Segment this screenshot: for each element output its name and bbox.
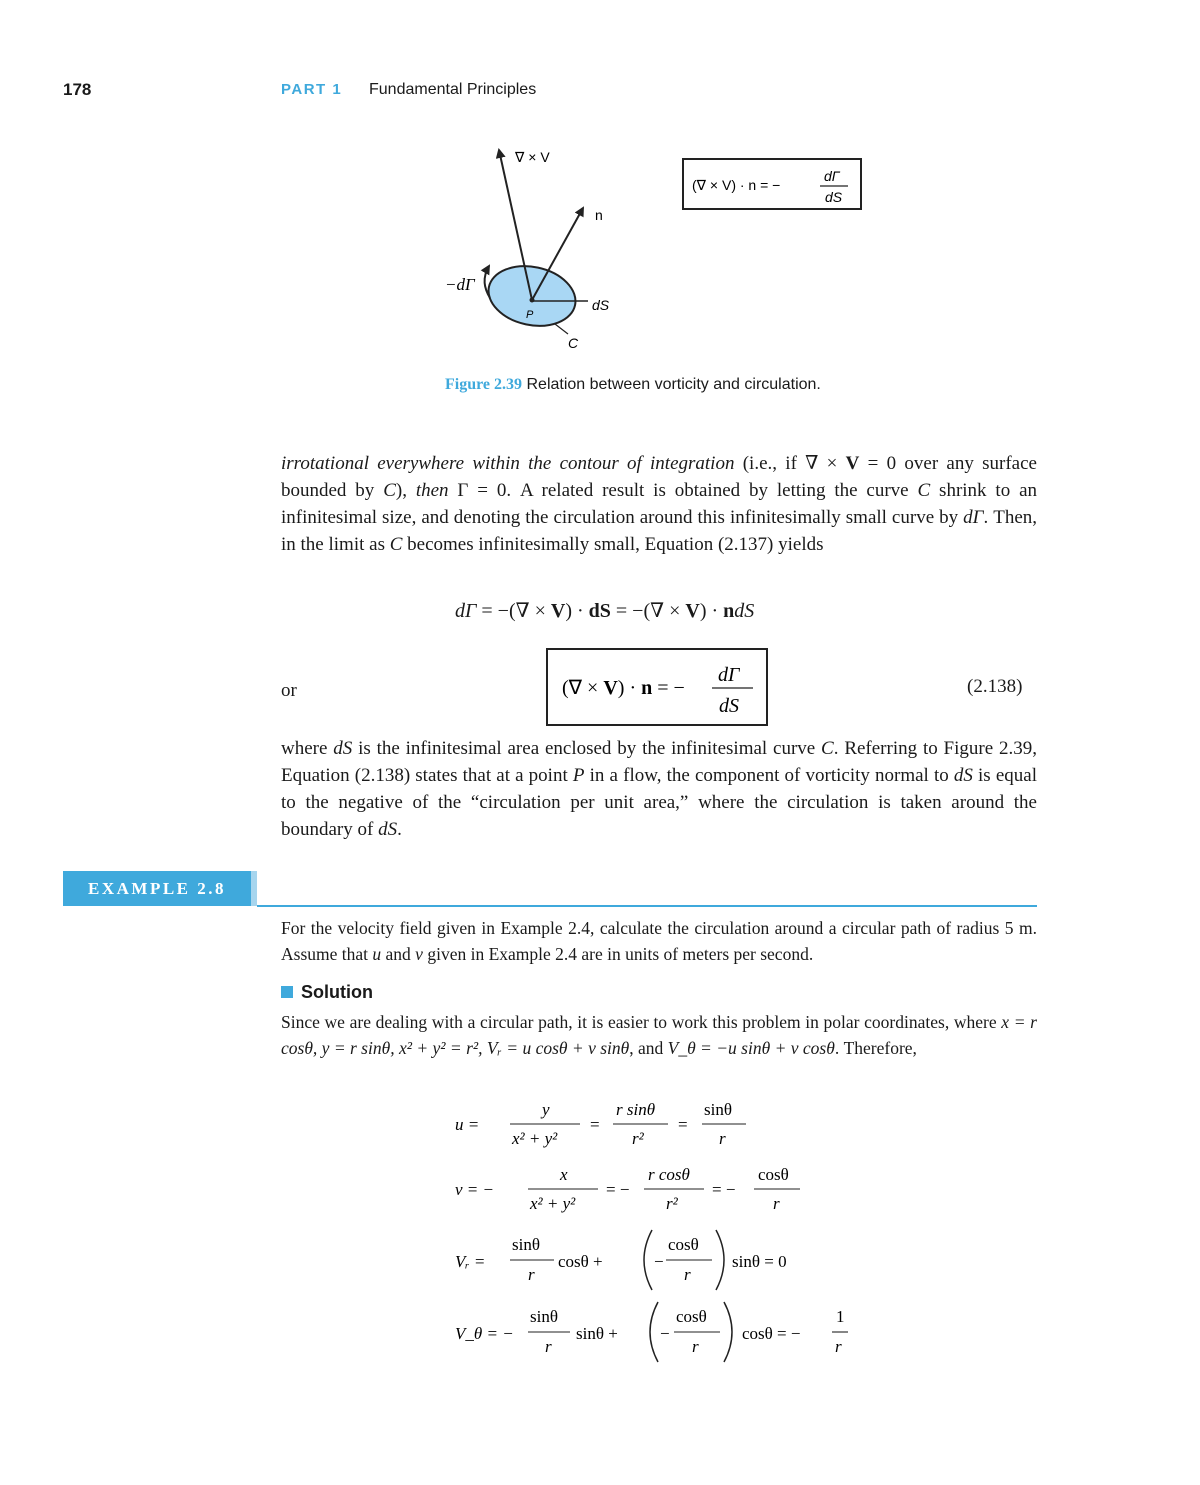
ex-u: u [372, 944, 382, 964]
eq-u-f3-num: sinθ [704, 1100, 732, 1119]
ex-t2: and [381, 944, 416, 964]
eq-u-f2-den: r² [632, 1129, 644, 1148]
eq-u-eq2: = [678, 1115, 688, 1134]
sol-t3: . Therefore, [834, 1038, 917, 1058]
eq2-mid: ) · [617, 677, 642, 699]
eq-u-f2-num: r sinθ [616, 1100, 656, 1119]
eq2-n: n [641, 677, 653, 699]
solution-intro-text [281, 1009, 1037, 1061]
solution-square-icon [281, 986, 293, 998]
eq1-mid1: = −(∇ × [476, 600, 551, 622]
boxed-equation-2-138 [546, 648, 768, 726]
eq-u-f3-den: r [719, 1129, 726, 1148]
p2-ds1: dS [333, 738, 353, 759]
solution-heading-text: Solution [301, 982, 373, 1002]
equation-number: (2.138) [967, 676, 1023, 697]
eq-u-f1-den: x² + y² [512, 1129, 558, 1148]
eq1-lhs: dΓ [455, 600, 477, 622]
eq-vt-close-paren [724, 1302, 732, 1362]
eq-vt-f2-num: cosθ [676, 1307, 707, 1326]
sol-m1: x = r cosθ, y = r sinθ, x² + y² = r², Vᵣ = u cosθ + v sinθ [281, 1012, 1037, 1058]
p1-italic-1: irrotational everywhere within the contour of integration [281, 453, 735, 474]
or-label: or [281, 680, 297, 701]
p2-t4: in a flow, the component of vorticity normal to [584, 765, 954, 786]
eq-v-f3-num: cosθ [758, 1165, 789, 1184]
ex-t3: given in Example 2.4 are in units of meters per second. [422, 944, 814, 964]
part-label: PART 1 [281, 81, 343, 98]
eq-vt-f1-num: sinθ [530, 1307, 558, 1326]
point-label: P [526, 309, 534, 321]
figure-boxed-equation [682, 158, 862, 210]
p1-c1: C [383, 480, 396, 501]
eq1-ds: dS [734, 600, 755, 622]
p1-text-5: shrink to an infinitesimal size, and denoting the circulation around this infinitesimally small curve by [281, 480, 1038, 528]
solution-heading [281, 982, 373, 1003]
eq-vr-open-paren [644, 1230, 652, 1290]
figure-box-numerator: dΓ [824, 168, 840, 184]
eq-u-eq1: = [590, 1115, 600, 1134]
eq-vr-t1: cosθ + [558, 1252, 603, 1271]
paragraph-circulation-per-area [281, 735, 1037, 843]
eq-vt-open-paren [650, 1302, 658, 1362]
eq-v-eq1: = − [606, 1180, 630, 1199]
eq-v-f2-num: r cosθ [648, 1165, 690, 1184]
p2-ds2: dS [953, 765, 973, 786]
eq-vt-t1: sinθ + [576, 1324, 618, 1343]
p1-c2: C [917, 480, 931, 501]
eq-vr-lhs: Vᵣ = [455, 1252, 486, 1271]
eq-vr-f2-den: r [684, 1265, 691, 1284]
eq-v-f1-den: x² + y² [530, 1194, 576, 1213]
p2-t6: . [397, 819, 402, 840]
paragraph-irrotational [281, 450, 1037, 558]
eq-vt-f3-num: 1 [836, 1307, 845, 1326]
eq2-v: V [603, 677, 618, 699]
figure-caption [445, 372, 825, 397]
p2-p: P [572, 765, 585, 786]
eq1-mid2: ) · [565, 600, 589, 622]
eq-vt-t2: cosθ = − [742, 1324, 801, 1343]
eq2-denominator: dS [719, 695, 739, 717]
point-p-dot [530, 298, 535, 303]
eq1-v1: V [550, 600, 566, 622]
figure-box-denominator: dS [825, 189, 843, 205]
normal-label: n [595, 207, 603, 223]
curl-v-label: ∇ × V [515, 149, 550, 165]
p1-c3: C [389, 534, 403, 555]
curve-leader-line [555, 324, 568, 334]
p1-text-7: becomes infinitesimally small, Equation (2.137) yields [402, 534, 824, 555]
equation-v [455, 1165, 800, 1213]
eq1-mid4: ) · [699, 600, 724, 622]
eq-vr-f1-num: sinθ [512, 1235, 540, 1254]
eq-vt-f1-den: r [545, 1337, 552, 1356]
ex-t1: For the velocity field given in Example 2.4, calculate the circulation around a circular path of radius 5 m. Assume that [281, 918, 1037, 964]
eq1-n: n [723, 600, 735, 622]
example-problem-text [281, 915, 1037, 967]
eq-vr-close-paren [716, 1230, 724, 1290]
eq-vt-f2-den: r [692, 1337, 699, 1356]
example-banner-edge [251, 871, 257, 906]
example-rule [257, 905, 1037, 907]
curve-label: C [568, 335, 579, 351]
eq2-open: (∇ × [562, 677, 604, 699]
example-banner [63, 871, 251, 906]
p2-t1: where [281, 738, 334, 759]
p1-text-6: . Then, in the limit as [281, 507, 1037, 555]
sol-t1: Since we are dealing with a circular path, it is easier to work this problem in polar coordinates, where [281, 1012, 1002, 1032]
p1-bold-v: V [845, 453, 860, 474]
eq-u-lhs: u = [455, 1115, 480, 1134]
figure-box-lhs: (∇ × V) · n = − [692, 177, 781, 193]
eq-v-lhs: v = − [455, 1180, 494, 1199]
svg-text:(∇ × V) · n = − [562, 677, 685, 699]
p1-text-1: (i.e., if ∇ × [734, 453, 846, 474]
p1-italic-2: then [415, 480, 449, 501]
ex-v: v [415, 944, 423, 964]
p2-c: C [821, 738, 834, 759]
p2-t5: is equal to the negative of the “circulation per unit area,” where the circulation is taken around the boundary of [281, 765, 1037, 840]
eq-vr-f2-num: cosθ [668, 1235, 699, 1254]
solution-equations [440, 1090, 880, 1370]
eq-vr-minus: − [654, 1252, 664, 1271]
eq1-mid3: = −(∇ × [610, 600, 686, 622]
equation-vr [455, 1230, 787, 1290]
vorticity-circulation-diagram [420, 138, 650, 363]
sol-m2: V_θ = −u sinθ + v cosθ [667, 1038, 835, 1058]
part-title: Fundamental Principles [369, 81, 537, 98]
example-title: EXAMPLE 2.8 [88, 879, 226, 898]
p2-t3: . Referring to Figure 2.39, Equation (2.138) states that at a point [281, 738, 1037, 786]
equation-u [455, 1100, 746, 1148]
p1-text-2: = 0 over any surface bounded by [281, 453, 1037, 501]
eq1-ds-bold: dS [588, 600, 611, 622]
p1-text-3: ), [395, 480, 416, 501]
eq-vr-t2: sinθ = 0 [732, 1252, 787, 1271]
p2-ds3: dS [378, 819, 398, 840]
p2-t2: is the infinitesimal area enclosed by the infinitesimal curve [352, 738, 822, 759]
eq-v-f1-num: x [560, 1165, 568, 1184]
eq-vt-f3-den: r [835, 1337, 842, 1356]
figure-caption-label: Figure 2.39 [445, 376, 523, 393]
eq2-numerator: dΓ [718, 664, 740, 686]
page-number: 178 [63, 80, 92, 99]
sol-t2: , and [629, 1038, 668, 1058]
equation-vtheta [455, 1302, 848, 1362]
eq-v-f3-den: r [773, 1194, 780, 1213]
eq-vr-f1-den: r [528, 1265, 535, 1284]
eq-vt-lhs: V_θ = − [455, 1324, 514, 1343]
equation-dgamma [455, 598, 754, 623]
eq1-v2: V [685, 600, 700, 622]
eq2-eq: = − [652, 677, 685, 699]
eq-u-f1-num: y [542, 1100, 550, 1119]
p1-dgamma: dΓ [963, 507, 984, 528]
figure-caption-text: Relation between vorticity and circulation. [526, 376, 821, 393]
area-label: dS [592, 297, 610, 313]
p1-text-4: Γ = 0. A related result is obtained by letting the curve [448, 480, 918, 501]
neg-dgamma-label: −dΓ [445, 275, 475, 294]
eq-vt-minus: − [660, 1324, 670, 1343]
eq-v-eq2: = − [712, 1180, 736, 1199]
eq-v-f2-den: r² [666, 1194, 678, 1213]
